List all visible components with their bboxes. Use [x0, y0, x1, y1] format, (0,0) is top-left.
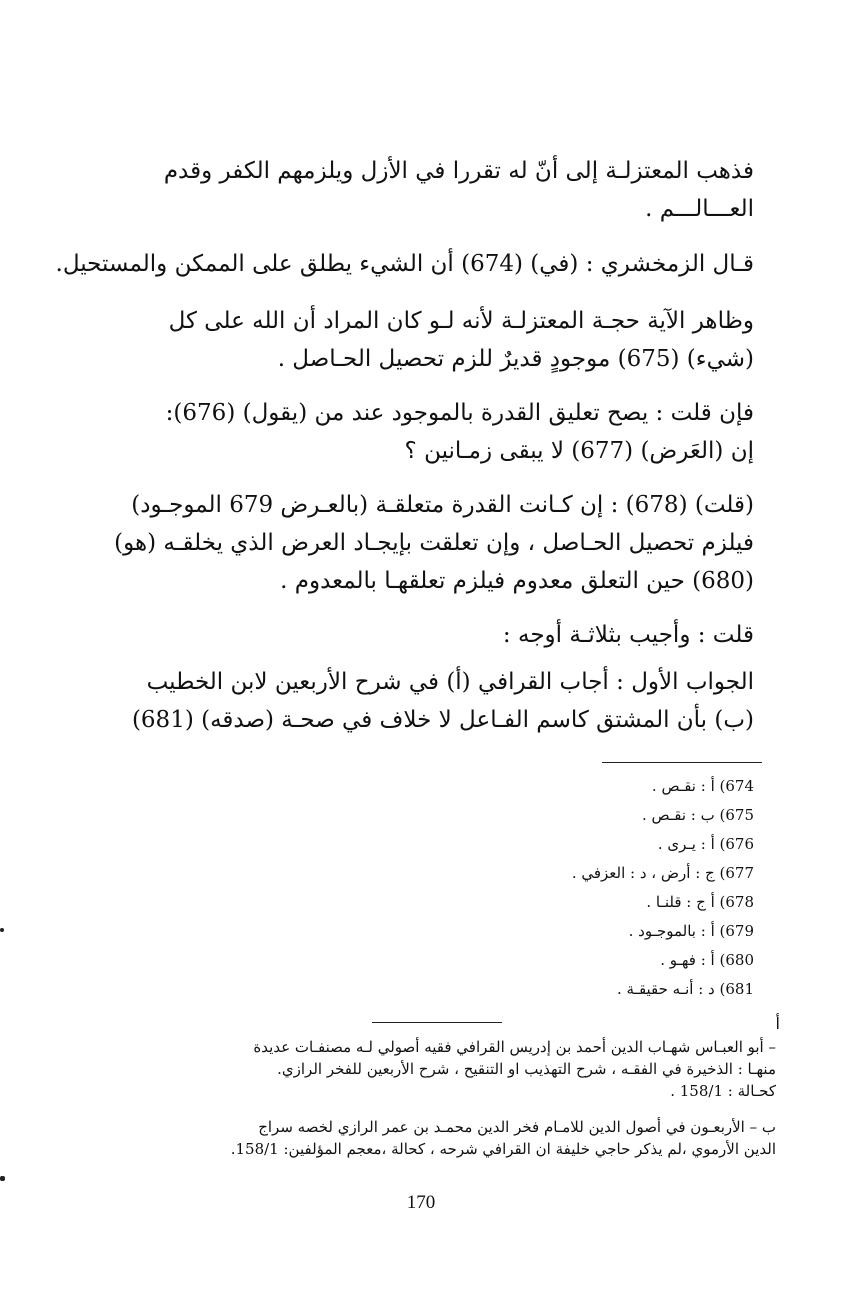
text-line: قلت : وأجيب بثلاثـة أوجه :: [502, 622, 754, 648]
paragraph-6: [84, 616, 754, 654]
footnote-line: – أبو العبـاس شهـاب الدين أحمد بن إدريس القرافي فقيه أصولي لـه مصنفـات عديدة: [253, 1038, 776, 1056]
text-line: (شيء) (675) موجودٍ قديرٌ للزم تحصيل الحـاصل .: [277, 346, 754, 372]
paragraph-1: [84, 152, 754, 228]
text-line: (680) حين التعلق معدوم فيلزم تعلقهـا بالمعدوم .: [280, 568, 754, 594]
paragraph-2: [55, 245, 754, 283]
variant-note: 680) أ : فهـو .: [660, 951, 754, 969]
text-line: فإن قلت : يصح تعليق القدرة بالموجود عند من (يقول) (676):: [165, 400, 754, 426]
text-line: إن (العَرض) (677) لا يبقى زمـانين ؟: [404, 438, 754, 464]
paragraph-3: [84, 302, 754, 378]
text-line: قـال الزمخشري : (في) (674) أن الشيء يطلق على الممكن والمستحيل.: [55, 251, 754, 277]
footnote-alef: [86, 1036, 776, 1102]
footnote-separator: [602, 762, 762, 763]
footnote-marker: أ: [775, 1014, 780, 1033]
text-line: العـــالـــم .: [645, 196, 754, 222]
text-line: (قلت) (678) : إن كـانت القدرة متعلقـة (بالعـرض 679 الموجـود): [131, 492, 754, 518]
scan-mark: [0, 928, 4, 932]
footnote-ba: [86, 1116, 776, 1160]
variant-notes: [354, 772, 754, 1004]
paragraph-4: [84, 394, 754, 470]
paragraph-5: [84, 486, 754, 600]
footnote-line: الدين الأرموي ،لم يذكر حاجي خليفة ان القرافي شرحه ، كحالة ،معجم المؤلفين: 158/1.: [230, 1140, 776, 1158]
text-line: فذهب المعتزلـة إلى أنّ له تقررا في الأزل ويلزمهم الكفر وقدم: [163, 158, 754, 184]
variant-note: 675) ب : نقـص .: [641, 806, 754, 824]
variant-note: 674) أ : نقـص .: [651, 777, 754, 795]
paragraph-7: [84, 663, 754, 739]
footnote-separator: [372, 1022, 502, 1023]
text-line: وظاهر الآية حجـة المعتزلـة لأنه لـو كان المراد أن الله على كل: [168, 308, 754, 334]
footnote-line: منهـا : الذخيرة في الفقـه ، شرح التهذيب او التنقيح ، شرح الأربعين للفخر الرازي.: [277, 1060, 776, 1078]
variant-note: 679) أ : بالموجـود .: [628, 922, 754, 940]
text-line: الجواب الأول : أجاب القرافي (أ) في شرح الأربعين لابن الخطيب: [146, 669, 754, 695]
variant-note: 677) ج : أرض ، د : العزفي .: [571, 864, 754, 882]
text-line: فيلزم تحصيل الحـاصل ، وإن تعلقت بإيجـاد العرض الذي يخلقـه (هو): [114, 530, 754, 556]
variant-note: 678) أ ج : قلنـا .: [646, 893, 754, 911]
page-number: 170: [406, 1192, 436, 1213]
scan-mark: [0, 1176, 5, 1181]
footnote-line: كحـالة : 158/1 .: [670, 1082, 776, 1100]
footnote-line: ب – الأربعـون في أصول الدين للامـام فخر الدين محمـد بن عمر الرازي لخصه سراج: [258, 1118, 776, 1136]
variant-note: 676) أ : يـرى .: [657, 835, 754, 853]
variant-note: 681) د : أنـه حقيقـة .: [616, 980, 754, 998]
text-line: (ب) بأن المشتق كاسم الفـاعل لا خلاف في صحـة (صدقه) (681): [131, 707, 754, 733]
